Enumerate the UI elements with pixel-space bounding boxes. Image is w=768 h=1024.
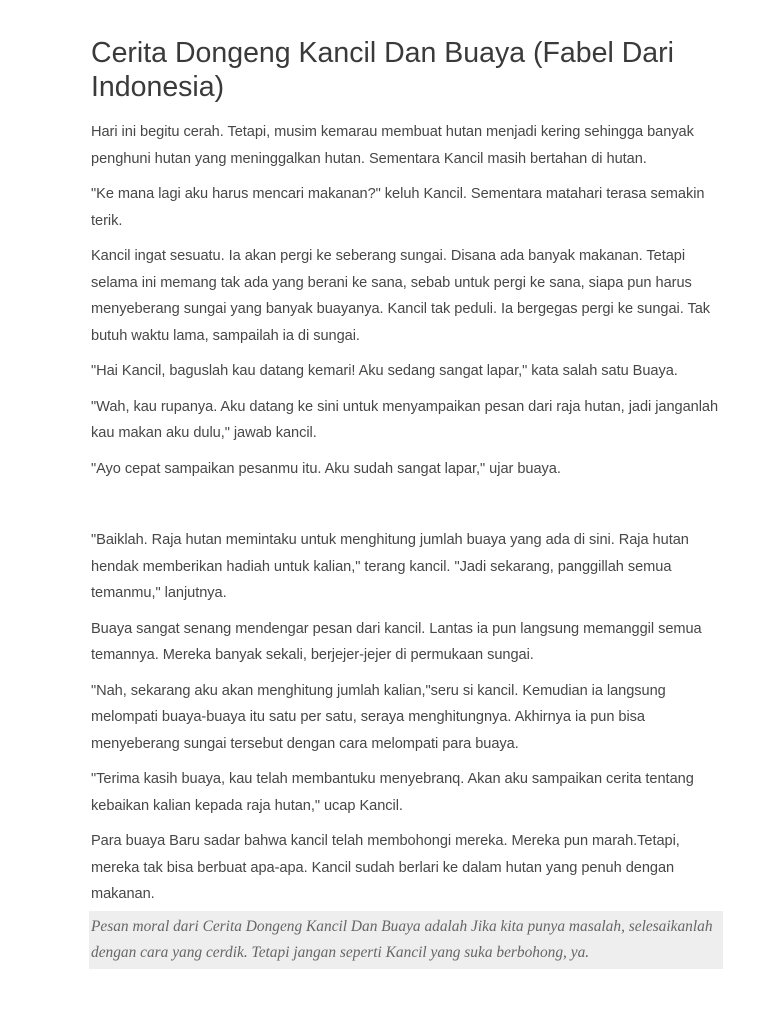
paragraph: Buaya sangat senang mendengar pesan dari kancil. Lantas ia pun langsung memanggil semua temannya. Mereka banyak sekali, berjejer-jejer di permukaan sungai. bbox=[91, 620, 702, 663]
paragraph-gap bbox=[91, 491, 731, 527]
paragraph: "Ayo cepat sampaikan pesanmu itu. Aku sudah sangat lapar," ujar buaya. bbox=[91, 460, 561, 477]
paragraph: "Terima kasih buaya, kau telah membantuku menyebranq. Akan aku sampaikan cerita tentang kebaikan kalian kepada raja hutan," ucap Kancil. bbox=[91, 771, 694, 814]
paragraph: Hari ini begitu cerah. Tetapi, musim kemarau membuat hutan menjadi kering sehingga banyak penghuni hutan yang meninggalkan hutan. Sementara Kancil masih bertahan di hutan. bbox=[91, 124, 694, 167]
paragraph: "Ke mana lagi aku harus mencari makanan?" keluh Kancil. Sementara matahari terasa semakin terik. bbox=[91, 186, 705, 229]
article-title: Cerita Dongeng Kancil Dan Buaya (Fabel Dari Indonesia) bbox=[91, 37, 674, 103]
paragraph: "Nah, sekarang aku akan menghitung jumlah kalian,"seru si kancil. Kemudian ia langsung melompati buaya-buaya itu satu per satu, seraya menghitungnya. Akhirnya ia pun bisa menyeberang sungai tersebut dengan cara melompati para buaya. bbox=[91, 682, 666, 752]
paragraph: "Baiklah. Raja hutan memintaku untuk menghitung jumlah buaya yang ada di sini. Raja hutan hendak memberikan hadiah untuk kalian," terang kancil. "Jadi sekarang, panggillah semua temanmu," lanjutnya. bbox=[91, 532, 689, 601]
paragraph: Kancil ingat sesuatu. Ia akan pergi ke seberang sungai. Disana ada banyak makanan. Tetapi selama ini memang tak ada yang berani ke sana, sebab untuk pergi ke sana, siapa pun harus menyeberang sungai yang banyak buayanya. Kancil tak peduli. Ia bergegas pergi ke sungai. Tak butuh waktu lama, sampailah ia di sungai. bbox=[91, 248, 711, 344]
moral-message-box: Pesan moral dari Cerita Dongeng Kancil Dan Buaya adalah Jika kita punya masalah, selesaikanlah dengan cara yang cerdik. Tetapi jangan seperti Kancil yang suka berbohong, ya. bbox=[89, 911, 723, 969]
paragraph: "Hai Kancil, baguslah kau datang kemari! Aku sedang sangat lapar," kata salah satu Buaya. bbox=[91, 363, 678, 379]
paragraph: "Wah, kau rupanya. Aku datang ke sini untuk menyampaikan pesan dari raja hutan, jadi janganlah kau makan aku dulu," jawab kancil. bbox=[91, 398, 719, 441]
article bbox=[91, 36, 731, 917]
paragraph: Para buaya Baru sadar bahwa kancil telah membohongi mereka. Mereka pun marah.Tetapi, mereka tak bisa berbuat apa-apa. Kancil sudah berlari ke dalam hutan yang penuh dengan makanan. bbox=[91, 833, 680, 902]
